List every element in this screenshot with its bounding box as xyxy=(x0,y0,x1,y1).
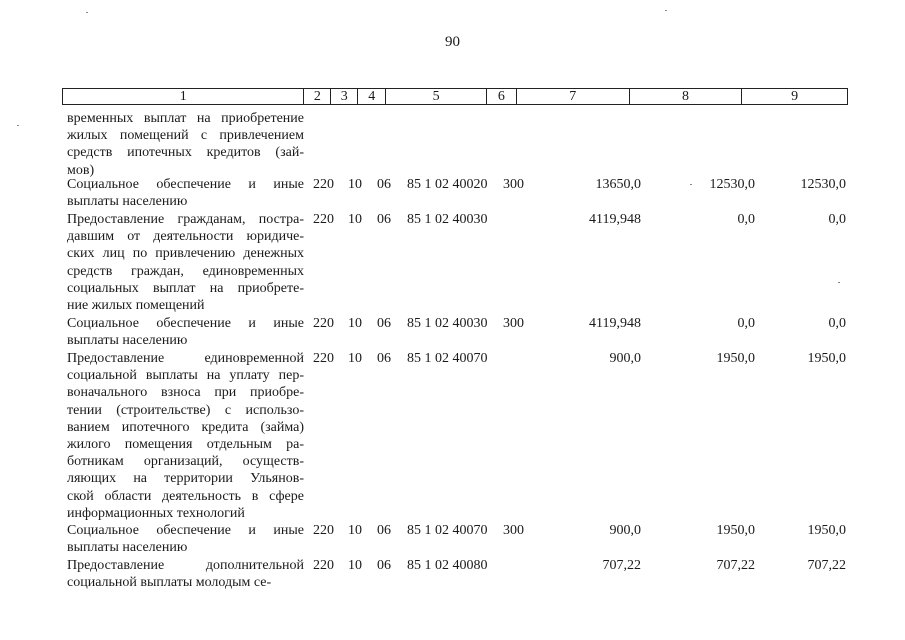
cell-subsection: 06 xyxy=(377,351,391,366)
header-col-6: 6 xyxy=(487,89,517,104)
cell-amount-col7: 4119,948 xyxy=(589,212,641,227)
cell-target-article: 85 1 02 40080 xyxy=(407,558,488,573)
cell-section: 10 xyxy=(348,212,362,227)
row-name-line: средств ипотечных кредитов (зай- xyxy=(67,145,304,161)
row-name-line: ние жилых помещений xyxy=(67,298,205,314)
cell-amount-col9: 0,0 xyxy=(828,316,846,331)
cell-subsection: 06 xyxy=(377,177,391,192)
row-name xyxy=(67,211,304,314)
scan-speck xyxy=(838,282,840,283)
header-col-1: 1 xyxy=(63,89,304,104)
row-name-line: информационных технологий xyxy=(67,505,245,521)
cell-amount-col7: 900,0 xyxy=(609,523,641,538)
cell-section: 10 xyxy=(348,523,362,538)
row-name-line: Предоставление гражданам, постра- xyxy=(67,212,304,227)
cell-amount-col7: 900,0 xyxy=(609,351,641,366)
cell-amount-col7: 707,22 xyxy=(602,558,641,573)
cell-target-article: 85 1 02 40070 xyxy=(407,523,488,538)
cell-ved: 220 xyxy=(313,316,334,331)
row-name-line: воначального взноса при приобре- xyxy=(67,385,304,401)
cell-amount-col9: 1950,0 xyxy=(807,523,846,538)
cell-amount-col8: 0,0 xyxy=(737,316,755,331)
row-name-line: ванием ипотечного кредита (займа) xyxy=(67,419,304,435)
cell-section: 10 xyxy=(348,351,362,366)
row-name-line: социальной выплаты молодым се- xyxy=(67,575,272,591)
row-name xyxy=(67,176,304,210)
cell-amount-col8: 707,22 xyxy=(716,558,755,573)
row-name-line: Предоставление дополнительной xyxy=(67,558,304,573)
cell-amount-col9: 0,0 xyxy=(828,212,846,227)
row-name-line: Социальное обеспечение и иные xyxy=(67,316,304,331)
scan-speck xyxy=(665,10,667,11)
cell-section: 10 xyxy=(348,177,362,192)
row-name-line: временных выплат на приобретение xyxy=(67,111,304,126)
row-name xyxy=(67,557,304,591)
header-col-8: 8 xyxy=(630,89,743,104)
cell-expense-type: 300 xyxy=(503,523,524,538)
cell-target-article: 85 1 02 40070 xyxy=(407,351,488,366)
row-name-line: ляющих на территории Ульянов- xyxy=(67,471,304,487)
cell-ved: 220 xyxy=(313,212,334,227)
cell-subsection: 06 xyxy=(377,523,391,538)
row-name xyxy=(67,110,304,179)
row-name-line: мов) xyxy=(67,162,95,178)
cell-ved: 220 xyxy=(313,558,334,573)
table-header-row xyxy=(62,88,848,105)
row-name-line: ботникам организаций, осуществ- xyxy=(67,454,304,470)
cell-expense-type: 300 xyxy=(503,177,524,192)
row-name-line: Социальное обеспечение и иные xyxy=(67,523,304,538)
cell-amount-col9: 1950,0 xyxy=(807,351,846,366)
row-name-line: ских лиц по привлечению денежных xyxy=(67,246,304,262)
row-name-line: тении (строительстве) с использо- xyxy=(67,402,304,418)
row-name-line: социальной выплаты на уплату пер- xyxy=(67,368,304,384)
row-name xyxy=(67,522,304,556)
scan-speck xyxy=(690,184,692,185)
row-name xyxy=(67,350,304,522)
row-name-line: выплаты населению xyxy=(67,194,188,210)
scan-speck xyxy=(17,125,19,126)
row-name-line: Предоставление единовременной xyxy=(67,351,304,366)
cell-ved: 220 xyxy=(313,351,334,366)
row-name-line: жилого помещения отдельным ра- xyxy=(67,437,304,453)
row-name xyxy=(67,315,304,349)
cell-amount-col8: 12530,0 xyxy=(709,177,755,192)
cell-target-article: 85 1 02 40020 xyxy=(407,177,488,192)
cell-amount-col8: 0,0 xyxy=(737,212,755,227)
header-col-7: 7 xyxy=(517,89,630,104)
header-col-5: 5 xyxy=(386,89,487,104)
row-name-line: давшим от деятельности юридиче- xyxy=(67,229,304,245)
header-col-3: 3 xyxy=(331,89,358,104)
cell-target-article: 85 1 02 40030 xyxy=(407,316,488,331)
cell-subsection: 06 xyxy=(377,558,391,573)
scan-speck xyxy=(86,12,88,13)
page-number: 90 xyxy=(445,34,460,50)
cell-amount-col8: 1950,0 xyxy=(716,523,755,538)
cell-target-article: 85 1 02 40030 xyxy=(407,212,488,227)
cell-amount-col9: 707,22 xyxy=(807,558,846,573)
cell-section: 10 xyxy=(348,316,362,331)
header-col-4: 4 xyxy=(358,89,386,104)
row-name-line: Социальное обеспечение и иные xyxy=(67,177,304,192)
cell-amount-col9: 12530,0 xyxy=(800,177,846,192)
row-name-line: социальных выплат на приобрете- xyxy=(67,280,304,296)
row-name-line: жилых помещений с привлечением xyxy=(67,128,304,144)
row-name-line: ской области деятельность в сфере xyxy=(67,488,304,504)
cell-ved: 220 xyxy=(313,523,334,538)
row-name-line: выплаты населению xyxy=(67,333,188,349)
cell-amount-col7: 13650,0 xyxy=(595,177,641,192)
row-name-line: средств граждан, единовременных xyxy=(67,263,304,279)
cell-subsection: 06 xyxy=(377,212,391,227)
cell-expense-type: 300 xyxy=(503,316,524,331)
cell-subsection: 06 xyxy=(377,316,391,331)
cell-section: 10 xyxy=(348,558,362,573)
header-col-2: 2 xyxy=(304,89,331,104)
cell-amount-col8: 1950,0 xyxy=(716,351,755,366)
cell-amount-col7: 4119,948 xyxy=(589,316,641,331)
row-name-line: выплаты населению xyxy=(67,540,188,556)
cell-ved: 220 xyxy=(313,177,334,192)
header-col-9: 9 xyxy=(791,89,799,104)
